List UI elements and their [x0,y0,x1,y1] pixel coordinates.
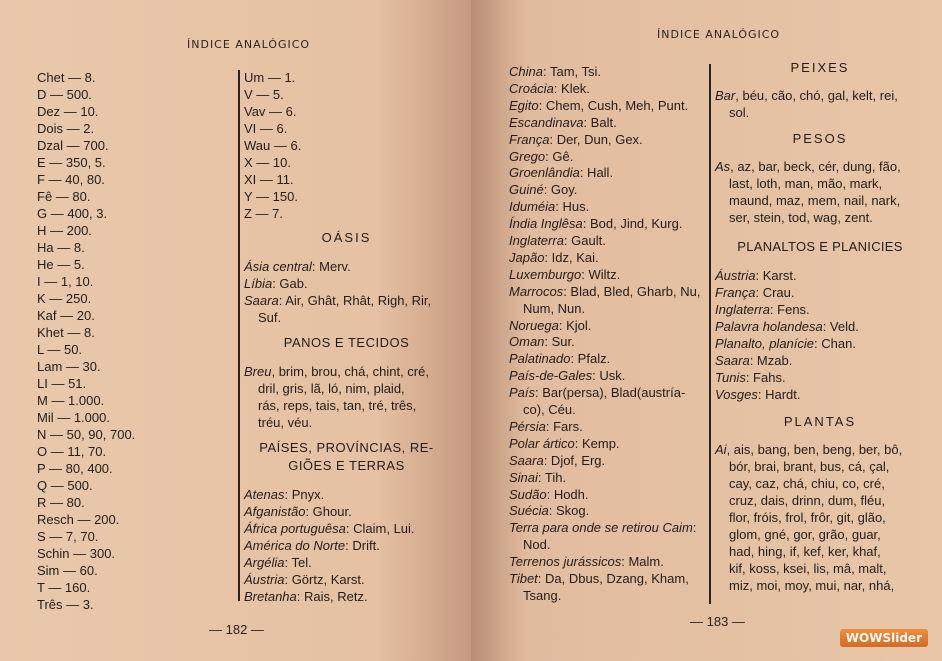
country-entry: Egito: Chem, Cush, Meh, Punt. [509,97,689,113]
index-entry: Três — 3. [37,597,94,612]
country-entry: Nod. [523,537,551,553]
index-entry: Q — 500. [37,478,93,493]
index-entry: N — 50, 90, 700. [37,427,136,442]
panos-line: rás, reps, tais, tan, tré, três, [258,398,417,413]
planalto-entry: França: Crau. [715,285,795,300]
index-entry: E — 350, 5. [37,155,106,170]
country-entry: Sudão: Hodh. [509,486,589,502]
pesos-heading: PESOS [792,131,848,146]
index-entry: Ha — 8. [37,240,85,255]
country-entry: Terra para onde se retirou Caim: [509,520,697,536]
index-entry: XI — 11. [244,172,294,187]
panos-line: dril, gris, lã, ló, nim, plaid, [258,381,405,396]
panos-line: Breu, brim, brou, chá, chint, cré, [244,364,429,379]
index-entry: Resch — 200. [37,512,120,527]
panos-heading: PANOS E TECIDOS [283,335,410,350]
plantas-line: bór, brai, brant, bus, cá, çal, [729,459,890,474]
country-entry: Escandinava: Balt. [509,114,617,130]
country-entry: Luxemburgo: Wiltz. [509,266,621,282]
oasis-entry: Líbia: Gab. [244,276,308,291]
planaltos-heading: PLANALTOS E PLANICIES [737,239,903,254]
country-entry: Suécia: Skog. [509,503,590,519]
pesos-line: maund, maz, mem, nail, nark, [729,193,901,208]
index-entry: D — 500. [37,87,92,102]
index-entry: Sim — 60. [37,563,98,578]
index-entry: S — 7, 70. [37,529,99,544]
planalto-entry: Inglaterra: Fens. [715,302,810,317]
column-rule-right [709,64,711,604]
pesos-line: last, loth, man, mão, mark, [729,176,883,191]
index-entry: H — 200. [37,223,92,238]
country-entry: Atenas: Pnyx. [244,487,325,502]
index-entry: Lam — 30. [37,359,101,374]
plantas-line: had, hing, if, kef, ker, khaf, [729,544,881,559]
panos-line: tréu, véu. [258,415,313,430]
index-entry: Vav — 6. [244,104,297,119]
plantas-line: cay, caz, chá, chiu, co, cré, [729,476,885,491]
index-entry: R — 80. [37,495,85,510]
country-entry: Inglaterra: Gault. [509,233,606,248]
index-entry: Wau — 6. [244,138,302,153]
country-entry: Áustria: Görtz, Karst. [244,572,365,587]
column-rule-left [238,70,240,601]
index-entry: Dez — 10. [37,104,99,119]
country-entry: Bretanha: Rais, Retz. [244,589,368,604]
index-entry: O — 11, 70. [37,444,107,459]
running-head-left: ÍNDICE ANALÓGICO [187,38,311,51]
watermark-logo: WOWSlider [840,629,928,647]
plantas-line: miz, moi, moy, mui, nar, nhá, [729,578,895,593]
page-number-right: — 183 — [690,614,745,629]
country-entry: Polar ártico: Kemp. [509,435,620,451]
pesos-line: As, az, bar, beck, cér, dung, fão, [715,159,901,174]
plantas-line: flor, fróis, frol, frôr, git, glão, [729,510,886,525]
plantas-line: Ai, ais, bang, ben, beng, ber, bô, [715,442,903,457]
page-number-left: — 182 — [209,622,264,637]
index-entry: K — 250. [37,291,92,306]
index-entry: I — 1, 10. [37,274,94,289]
country-entry: Tibet: Da, Dbus, Dzang, Kham, [509,571,689,586]
country-entry: Índia Inglêsa: Bod, Jind, Kurg. [509,216,683,232]
planalto-entry: Áustria: Karst. [715,268,797,283]
index-entry: G — 400, 3. [37,206,108,221]
country-entry: Tsang. [523,587,562,603]
index-entry: VI — 6. [244,121,288,136]
pesos-line: ser, stein, tod, wag, zent. [729,210,873,225]
index-entry: Khet — 8. [37,325,95,340]
oasis-heading: OÁSIS [321,230,372,245]
country-entry: Oman: Sur. [509,334,575,350]
index-entry: M — 1.000. [37,393,105,408]
index-entry: Z — 7. [244,206,284,221]
plantas-line: kif, koss, ksei, lis, mâ, malt, [729,561,887,576]
country-entry: China: Tam, Tsi. [509,64,602,79]
oasis-entry: Suf. [258,310,282,325]
index-entry: T — 160. [37,580,91,595]
paises-heading: PAÍSES, PROVÍNCIAS, RE- [259,440,434,455]
index-entry: Mil — 1.000. [37,410,110,425]
country-entry: Iduméia: Hus. [509,199,590,215]
index-entry: Um — 1. [244,70,296,85]
country-entry: Saara: Djof, Erg. [509,452,606,468]
planalto-entry: Saara: Mzab. [715,353,793,368]
peixes-line: sol. [729,105,750,120]
index-entry: He — 5. [37,257,85,272]
index-entry: F — 40, 80. [37,172,105,187]
index-entry: Schin — 300. [37,546,116,561]
country-entry: Noruega: Kjol. [509,317,592,333]
country-entry: América do Norte: Drift. [244,538,380,553]
plantas-line: glom, gné, gor, grão, guar, [729,527,881,542]
country-entry: País-de-Gales: Usk. [509,368,626,384]
index-entry: L — 50. [37,342,83,357]
country-entry: Afganistão: Ghour. [244,504,352,519]
index-entry: Dzal — 700. [37,138,109,153]
index-entry: LI — 51. [37,376,87,391]
planalto-entry: Palavra holandesa: Veld. [715,319,859,334]
country-entry: Terrenos jurássicos: Malm. [509,554,664,570]
index-entry: Kaf — 20. [37,308,95,323]
index-entry: Y — 150. [244,189,298,204]
country-entry: África portuguêsa: Claim, Lui. [244,521,415,536]
index-entry: Chet — 8. [37,70,96,85]
plantas-heading: PLANTAS [783,414,857,429]
planalto-entry: Planalto, planície: Chan. [715,336,856,351]
peixes-line: Bar, béu, cão, chó, gal, kelt, rei, [715,88,898,103]
country-entry: Croácia: Klek. [509,80,590,96]
country-entry: Japão: Idz, Kai. [509,249,599,265]
planalto-entry: Tunis: Fahs. [715,370,786,385]
oasis-entry: Saara: Air, Ghât, Rhât, Righ, Rir, [244,293,432,308]
right-page [471,0,942,661]
index-entry: Dois — 2. [37,121,95,136]
index-entry: P — 80, 400. [37,461,113,476]
plantas-line: cruz, dais, drinn, dum, fléu, [729,493,886,508]
country-entry: co), Céu. [523,402,576,417]
country-entry: Guiné: Goy. [509,182,578,198]
index-entry: Fê — 80. [37,189,91,204]
oasis-entry: Ásia central: Merv. [244,259,351,274]
index-entry: V — 5. [244,87,284,102]
index-entry: X — 10. [244,155,291,170]
planalto-entry: Vosges: Hardt. [715,387,801,402]
country-entry: Num, Nun. [523,300,586,316]
country-entry: Grego: Gê. [509,148,574,164]
country-entry: Palatinado: Pfalz. [509,351,611,367]
running-head-right: ÍNDICE ANALÓGICO [657,28,781,41]
country-entry: Argélia: Tel. [244,555,312,570]
peixes-heading: PEIXES [790,60,850,75]
country-entry: Sinai: Tih. [509,469,567,485]
paises-heading-2: GIÕES E TERRAS [288,458,405,473]
country-entry: Pérsia: Fars. [509,418,583,434]
country-entry: França: Der, Dun, Gex. [509,131,643,147]
country-entry: País: Bar(persa), Blad(austría- [509,385,686,401]
country-entry: Marrocos: Blad, Bled, Gharb, Nu, [509,283,701,299]
country-entry: Groenlândia: Hall. [509,165,614,181]
